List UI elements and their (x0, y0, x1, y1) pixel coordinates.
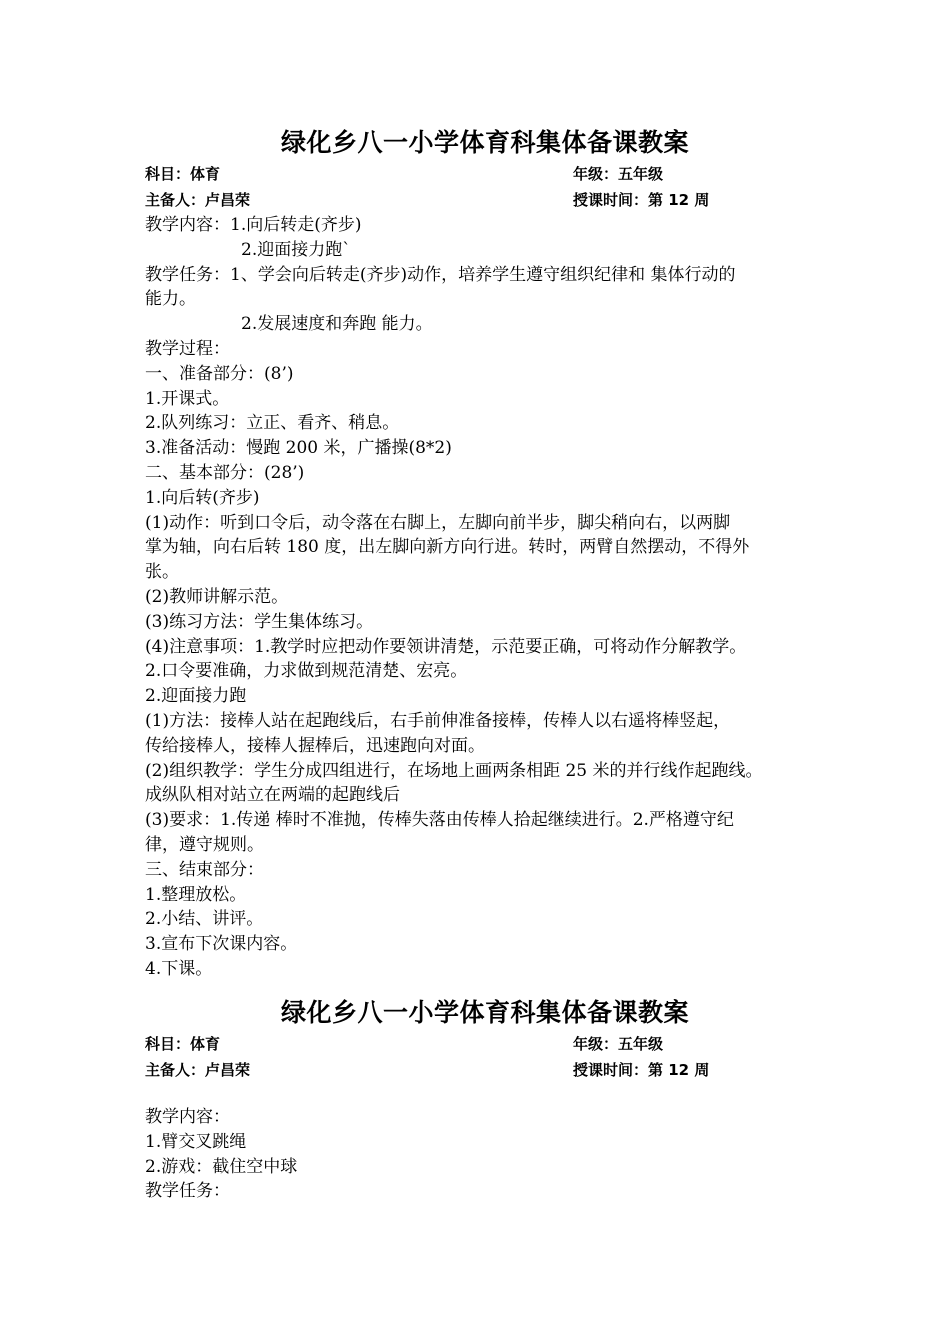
text-line: 2.小结、讲评。 (145, 909, 264, 930)
text-line: 3.准备活动：慢跑 200 米，广播操(8*2) (145, 438, 452, 459)
text-line: (3)练习方法：学生集体练习。 (145, 611, 374, 632)
grade-label: 年级：五年级 (573, 1035, 664, 1053)
text-line: 二、基本部分：(28’) (145, 462, 305, 483)
text-line: (3)要求：1.传递 棒时不准抛，传棒失落由传棒人拾起继续进行。2.严格遵守纪 (145, 810, 734, 831)
text-line: 4.下课。 (145, 958, 213, 979)
preparer-label: 主备人：卢昌荣 (145, 191, 251, 209)
text-line: 三、结束部分： (145, 859, 264, 880)
lesson-plan-2 (145, 995, 825, 1204)
text-line: 2.发展速度和奔跑 能力。 (241, 314, 433, 335)
meta-row-1 (145, 161, 825, 187)
text-line: 1.开课式。 (145, 388, 230, 409)
text-line: 3.宣布下次课内容。 (145, 934, 298, 955)
text-line: 1.整理放松。 (145, 884, 247, 905)
text-line: 教学过程： (145, 338, 230, 359)
text-line: 2.游戏：截住空中球 (145, 1156, 298, 1177)
preparer-label: 主备人：卢昌荣 (145, 1061, 251, 1079)
plan-title: 绿化乡八一小学体育科集体备课教案 (280, 128, 689, 157)
text-line: 教学内容： (145, 1107, 230, 1127)
text-line: (2)教师讲解示范。 (145, 586, 289, 607)
text-line: 1.臂交叉跳绳 (145, 1131, 247, 1152)
text-line: 成纵队相对站立在两端的起跑线后 (145, 785, 400, 806)
text-line: 律，遵守规则。 (145, 834, 264, 855)
text-line: 教学任务： (145, 1181, 230, 1202)
text-line: (2)组织教学：学生分成四组进行，在场地上画两条相距 25 米的并行线作起跑线。 (145, 760, 763, 781)
text-line: 2.迎面接力跑 (145, 686, 247, 707)
grade-label: 年级：五年级 (573, 165, 664, 183)
text-line: (1)动作：听到口令后，动令落在右脚上，左脚向前半步，脚尖稍向右，以两脚 (145, 512, 731, 533)
text-line: 2.口令要准确，力求做到规范清楚、宏亮。 (145, 661, 468, 682)
text-line: 掌为轴，向右后转 180 度，出左脚向新方向行进。转时，两臂自然摆动，不得外 (145, 537, 750, 558)
subject-label: 科目：体育 (145, 1035, 221, 1053)
text-line: 2.迎面接力跑` (241, 239, 351, 260)
week-label: 授课时间：第 12 周 (573, 1061, 710, 1079)
blank-line (145, 1083, 825, 1105)
text-line: 一、准备部分：(8’) (145, 363, 294, 384)
text-line: 1.向后转(齐步) (145, 487, 260, 508)
text-line: 张。 (145, 562, 179, 583)
text-line: 2.队列练习：立正、看齐、稍息。 (145, 413, 400, 434)
meta-row-1 (145, 1031, 825, 1057)
week-label: 授课时间：第 12 周 (573, 191, 710, 209)
plan-title: 绿化乡八一小学体育科集体备课教案 (280, 998, 689, 1027)
lesson-plan-1 (145, 125, 825, 982)
text-line: 传给接棒人，接棒人握棒后，迅速跑向对面。 (145, 735, 485, 756)
text-line: (4)注意事项：1.教学时应把动作要领讲清楚，示范要正确，可将动作分解教学。 (145, 636, 747, 657)
meta-row-2 (145, 1057, 825, 1083)
meta-row-2 (145, 187, 825, 213)
text-line: 教学任务：1、学会向后转走(齐步)动作，培养学生遵守组织纪律和 集体行动的 (145, 264, 736, 285)
text-line: 能力。 (145, 289, 196, 310)
subject-label: 科目：体育 (145, 165, 221, 183)
text-line: (1)方法：接棒人站在起跑线后，右手前伸准备接棒，传棒人以右遥将棒竖起， (145, 710, 731, 731)
text-line: 教学内容：1.向后转走(齐步) (145, 215, 362, 235)
